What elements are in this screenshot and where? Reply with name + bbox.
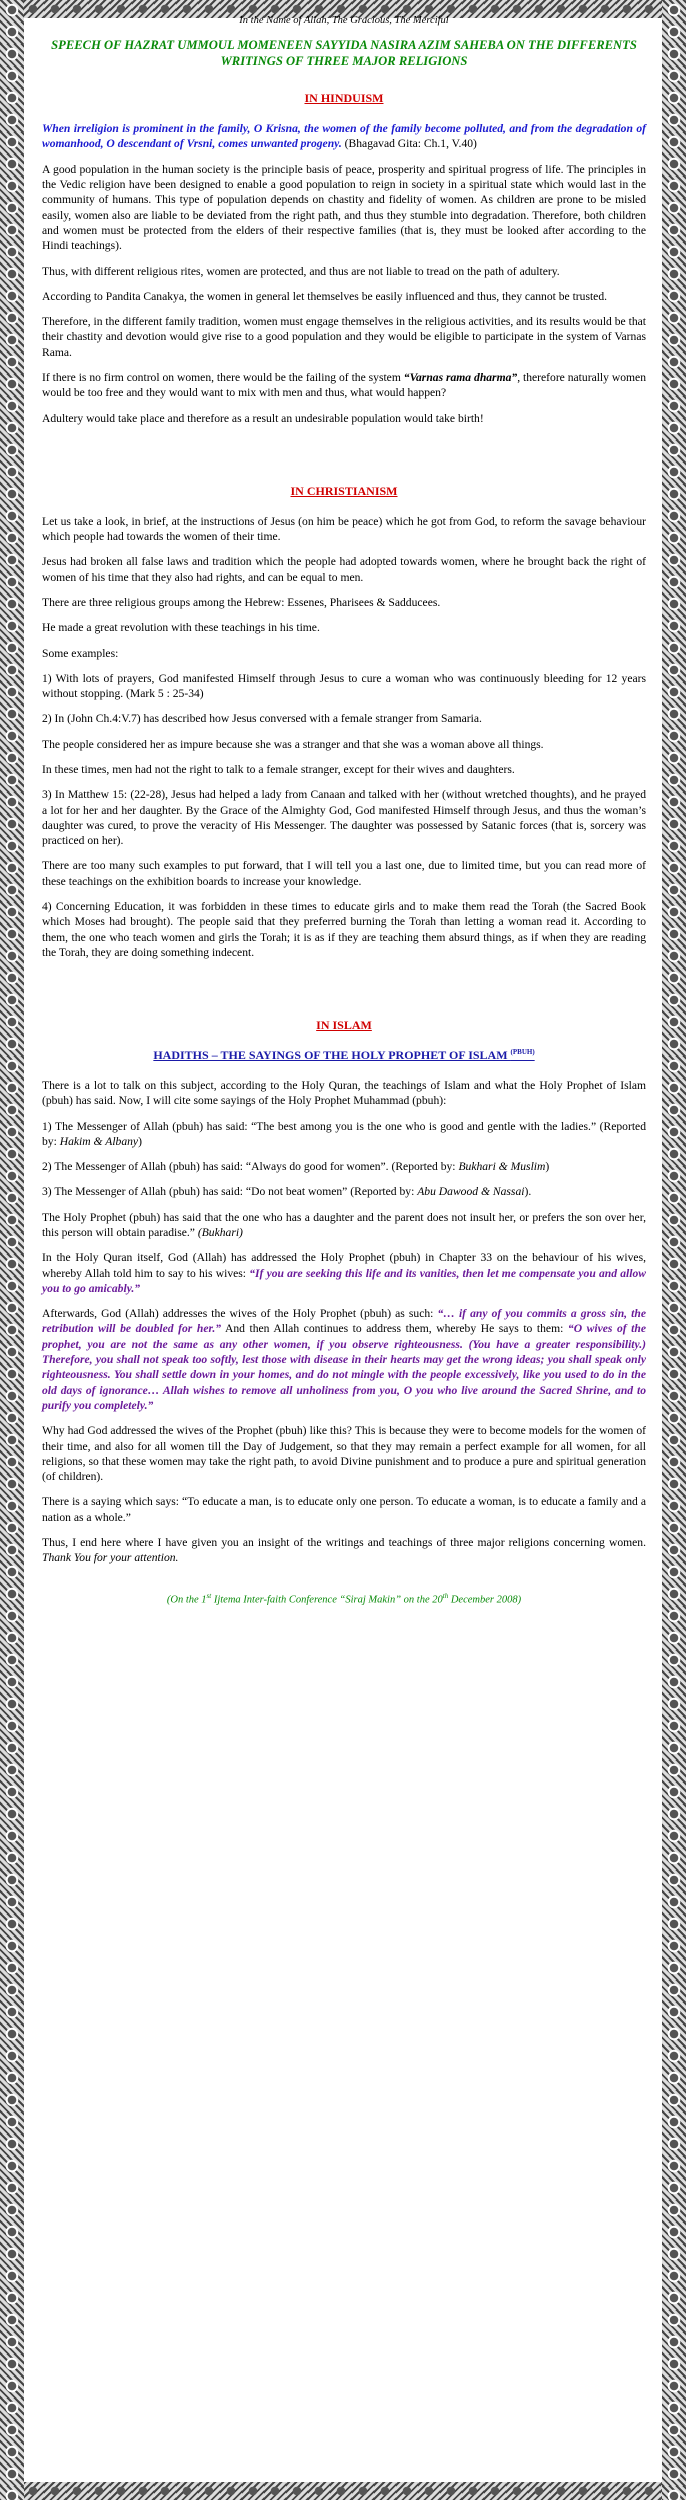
wives-quote-2: “O wives of the prophet, you are not the same as any other women, if you observe righteousness. (You have a greater responsibility.) Therefore, you shall not speak too softly, lest those with disease in their hearts may get the wrong ideas; you shall speak only righteousness. You shall settle down in your homes, and do not mingle with the people excessively, like you used to do in the old days of ignorance… Allah wishes to remove all unholiness from you, O you who live around the Sacred Shrine, and to purify you completely.”	[42, 1322, 646, 1412]
varnas-term: “Varnas rama dharma”	[403, 371, 518, 385]
chapter-33-text: In the Holy Quran itself, God (Allah) has addressed the Holy Prophet (pbuh) in Chapter 33 on the behaviour of his wives, whereby Allah told him to say to his wives:	[42, 1251, 646, 1280]
christianity-paragraph: There are three religious groups among the Hebrew: Essenes, Pharisees & Sadducees.	[42, 595, 441, 609]
subheading-pbuh: (PBUH)	[510, 1048, 535, 1057]
footer-text: (On the 1	[166, 1594, 207, 1606]
wives-quote-1: “… if any of you commits a gross sin, the retribution will be doubled for her.”	[42, 1307, 646, 1336]
christianity-paragraph: In these times, men had not the right to talk to a female stranger, except for their wives and daughters.	[42, 763, 515, 776]
varnas-text: If there is no firm control on women, there would be the failing of the system	[42, 371, 404, 385]
wives-text-mid: And then Allah continues to address them, whereby He says to them:	[221, 1322, 568, 1336]
varnas-paragraph	[42, 370, 646, 401]
hadith-1-text: 1) The Messenger of Allah (pbuh) has said: “The best among you is the one who is good and gentle with the ladies.” (Reported by:	[42, 1119, 646, 1148]
christianity-paragraph: Jesus had broken all false laws and tradition which the people had adopted towards women, where he brought back the right of women of his time that they also had rights, and can be equal to men.	[42, 555, 646, 584]
hadith-3	[42, 1184, 646, 1199]
subheading-text: HADITHS – THE SAYINGS OF THE HOLY PROPHET OF ISLAM	[153, 1048, 511, 1063]
varnas-text-end: , therefore naturally women would be too free and they would want to mix with men and thus, what would happen?	[42, 371, 646, 400]
hadith-2-ref: Bukhari & Muslim	[458, 1160, 546, 1174]
gita-quote: When irreligion is prominent in the family, O Krisna, the women of the family become polluted, and from the degradation of womanhood, O descendant of Vrsni, comes unwanted progeny.	[42, 122, 646, 151]
hadith-3-end: ).	[524, 1185, 532, 1199]
footer-text-mid: Ijtema Inter-faith Conference “Siraj Makin” on the 20	[211, 1594, 443, 1606]
decorative-border-right	[662, 0, 686, 2500]
why-paragraph: Why had God addressed the wives of the Prophet (pbuh) like this? This is because they were to become models for the women of their time, and also for all women till the Day of Judgement, so that they may remain a perfect example for all women, for all religions, so that these women may take the right path, to avoid Divine punishment and to produce a pure and spiritual generation (of children).	[42, 1424, 646, 1484]
christianity-paragraph: Let us take a look, in brief, at the instructions of Jesus (on him be peace) which he got from God, to reform the savage behaviour which people had towards the women of their time.	[42, 514, 646, 544]
wives-paragraph	[42, 1306, 646, 1413]
closing-text: Thus, I end here where I have given you an insight of the writings and teachings of three major religions concerning women.	[42, 1536, 646, 1550]
closing-thanks: Thank You for your attention.	[42, 1551, 179, 1565]
saying-paragraph: There is a saying which says: “To educate a man, is to educate only one person. To educate a woman, is to educate a family and a nation as a whole.”	[42, 1495, 646, 1524]
wives-text: Afterwards, God (Allah) addresses the wives of the Holy Prophet (pbuh) as such:	[42, 1307, 438, 1321]
heading-islam: IN ISLAM	[316, 1018, 372, 1033]
page-title: SPEECH OF HAZRAT UMMOUL MOMENEEN SAYYIDA NASIRA AZIM SAHEBA ON THE DIFFERENTS WRITINGS OF THREE MAJOR RELIGIONS	[51, 37, 637, 68]
bismillah-line: In the Name of Allah, The Gracious, The Merciful	[239, 15, 449, 26]
footer-sup-2: th	[442, 1591, 449, 1600]
hinduism-paragraph: A good population in the human society is the principle basis of peace, prosperity and spiritual progress of life. The principles in the Vedic religion have been designed to enable a good population to reign in society in a spiritual state which would last in the community of humans. This type of population depends on chastity and fidelity of women. As children are prone to be misled easily, women also are liable to be deviated from the right path, and thus they stumble into degradation. Therefore, both children and women must be protected from the elders of their respective families (that is, they must be looked after according to the Hindi teachings).	[42, 162, 646, 253]
christianity-paragraph: 3) In Matthew 15: (22-28), Jesus had helped a lady from Canaan and talked with her (without wretched thoughts), and he prayed a lot for her and her daughter. By the Grace of the Almighty God, God manifested Himself through Jesus, and thus the woman’s daughter was cured, to prove the veracity of His Messenger. The daughter was possessed by Satanic forces (that is, sorcery was practiced on her).	[42, 788, 646, 848]
daughter-text: The Holy Prophet (pbuh) has said that the one who has a daughter and the parent does not insult her, or prefers the son over her, this person will obtain paradise.”	[42, 1210, 646, 1239]
decorative-border-bottom	[0, 2482, 686, 2500]
christianity-paragraph: There are too many such examples to put forward, that I will tell you a last one, due to limited time, but you can read more of these teachings on the exhibition boards to increase your knowledge.	[42, 859, 646, 888]
christianity-paragraph: 2) In (John Ch.4:V.7) has described how Jesus conversed with a female stranger from Samaria.	[42, 712, 482, 726]
hadith-2-end: )	[545, 1160, 550, 1174]
gita-quote-paragraph	[42, 121, 646, 152]
hinduism-paragraph-last: Adultery would take place and therefore as a result an undesirable population would take birth!	[42, 411, 484, 425]
hadith-3-ref: Abu Dawood & Nassai	[417, 1185, 525, 1199]
hadith-2-text: 2) The Messenger of Allah (pbuh) has said: “Always do good for women”. (Reported by:	[42, 1160, 459, 1174]
hadith-3-text: 3) The Messenger of Allah (pbuh) has said: “Do not beat women” (Reported by:	[42, 1185, 418, 1199]
heading-hinduism: IN HINDUISM	[304, 91, 384, 106]
closing-paragraph	[42, 1535, 646, 1566]
footer-sup-1: st	[206, 1591, 212, 1600]
hinduism-paragraph: Thus, with different religious rites, women are protected, and thus are not liable to tread on the path of adultery.	[42, 264, 560, 278]
hadith-1-end: )	[138, 1134, 142, 1148]
heading-christianity: IN CHRISTIANISM	[290, 483, 398, 498]
hadith-1	[42, 1119, 646, 1150]
islam-intro: There is a lot to talk on this subject, according to the Holy Quran, the teachings of Islam and what the Holy Prophet of Islam (pbuh) has said. Now, I will cite some sayings of the Holy Prophet Muhammad (pbuh):	[42, 1078, 646, 1108]
chapter-33-paragraph	[42, 1250, 646, 1296]
hadith-2	[42, 1159, 646, 1174]
footer-text-end: December 2008)	[448, 1594, 522, 1606]
chapter-33-quote: “If you are seeking this life and its vanities, then let me compensate you and allow you to go amicably.”	[42, 1266, 646, 1295]
christianity-paragraph: He made a great revolution with these teachings in his time.	[42, 621, 320, 635]
subheading-hadiths	[42, 1048, 646, 1064]
conference-footer	[42, 1592, 646, 1607]
christianity-paragraph: 4) Concerning Education, it was forbidden in these times to educate girls and to make them read the Torah (the Sacred Book which Moses had brought). The people said that they preferred burning the Torah than letting a woman read it. According to them, the one who teach women and girls the Torah; it is as if they are teaching them absurd things, as if when they are reading the Torah, they are doing something indecent.	[42, 900, 646, 959]
christianity-paragraph: Some examples:	[42, 646, 119, 660]
christianity-paragraph: 1) With lots of prayers, God manifested Himself through Jesus to cure a woman who was continuously bleeding for 12 years without stopping. (Mark 5 : 25-34)	[42, 671, 646, 701]
daughter-ref: (Bukhari)	[197, 1226, 243, 1239]
hinduism-paragraph: Therefore, in the different family tradition, women must engage themselves in the religious activities, and its results would be that their chastity and devotion would give rise to a good population and they would be eligible to participate in the system of Varnas Rama.	[42, 315, 646, 359]
christianity-paragraph: The people considered her as impure because she was a stranger and that she was a woman above all things.	[42, 737, 544, 751]
hinduism-paragraph: According to Pandita Canakya, the women in general let themselves be easily influenced and thus, they cannot be trusted.	[42, 289, 608, 303]
daughter-paragraph	[42, 1210, 646, 1241]
decorative-border-left	[0, 0, 24, 2500]
hadith-1-ref: Hakim & Albany	[59, 1134, 139, 1148]
document-body	[42, 14, 646, 1607]
gita-reference: (Bhagavad Gita: Ch.1, V.40)	[341, 137, 477, 151]
